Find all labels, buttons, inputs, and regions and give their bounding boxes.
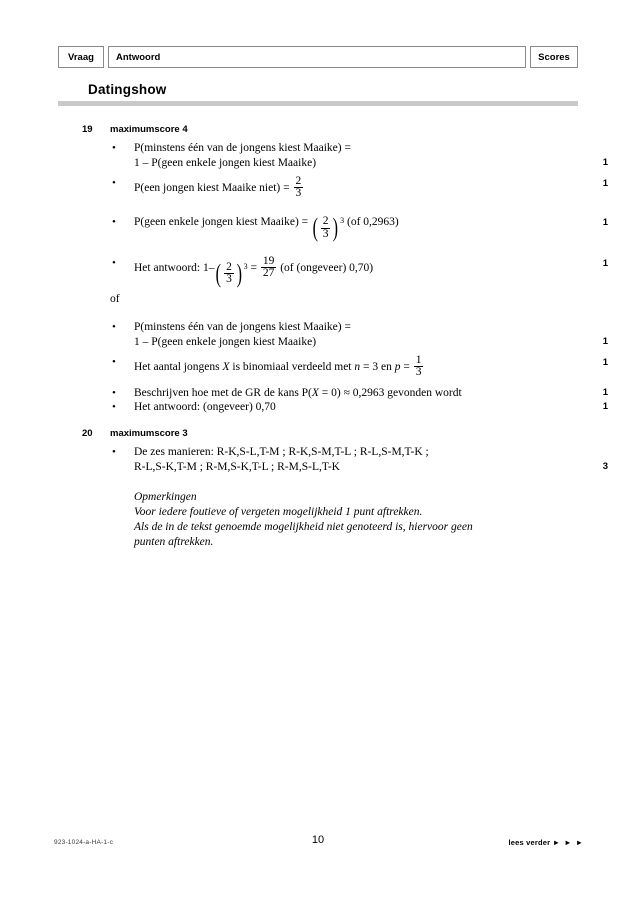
answer-text: P(een jongen kiest Maaike niet) = [134,181,290,194]
fraction-numerator: 1 [415,353,422,366]
answer-line [134,355,424,380]
left-paren: ( [312,213,319,243]
fraction-denominator: 3 [322,227,329,240]
bullet-icon: • [112,177,116,189]
fraction-numerator: 19 [262,254,275,267]
answer-line [134,254,374,289]
answer-line [134,176,304,201]
exponent: 3 [340,216,345,226]
score-value: 1 [602,336,608,347]
right-paren: ) [333,213,339,243]
right-paren: ) [236,259,242,289]
answer-line: P(minstens één van de jongens kiest Maaike) = [134,142,351,154]
fraction-inner [321,216,331,241]
question-maxscore-19: maximumscore 4 [110,124,188,135]
score-value: 1 [602,178,608,189]
score-value: 1 [602,217,608,228]
score-value: 1 [602,157,608,168]
answer-line [134,213,399,243]
section-title: Datingshow [88,82,167,97]
answer-lead: 1– [202,261,215,274]
bullet-icon: • [112,321,116,333]
answer-model-header [58,46,578,68]
fraction [223,262,235,287]
left-paren: ( [216,259,222,289]
footer-exam-code: 923-1024-a-HA-1-c [54,839,114,846]
question-number-19: 19 [82,124,93,135]
fraction-numerator: 2 [322,214,329,227]
answer-text-suffix: (of (ongeveer) 0,70) [280,261,374,274]
answer-text: = 3 en [360,360,395,373]
score-value: 3 [602,461,608,472]
bullet-icon: • [112,356,116,368]
score-value: 1 [602,258,608,269]
bullet-icon: • [112,401,116,413]
fraction-denominator: 27 [262,267,275,280]
math-variable-n: n [354,360,361,373]
footer-next-label: lees verder [508,838,551,847]
question-maxscore-20: maximumscore 3 [110,428,188,439]
score-value: 1 [602,401,608,412]
answer-line: Het antwoord: (ongeveer) 0,70 [134,401,276,413]
math-variable-x: X [222,360,230,373]
section-title-rule [58,101,578,106]
header-cell-scores [530,46,578,68]
bullet-icon: • [112,387,116,399]
answer-line [134,386,462,401]
parenthesized-fraction [214,259,248,289]
remarks-title: Opmerkingen [134,491,197,503]
equals-sign: = [250,261,257,274]
fraction [320,216,332,241]
question-number-20: 20 [82,428,93,439]
remarks-line: Voor iedere foutieve of vergeten mogelijkheid 1 punt aftrekken. [134,506,423,518]
parenthesized-fraction [311,213,345,243]
fraction [414,355,424,380]
fraction-numerator: 2 [226,260,232,273]
answer-text: is binomiaal verdeeld met [229,360,355,373]
fraction [294,176,304,201]
score-value: 1 [602,387,608,398]
fraction-denominator: 3 [295,187,302,200]
exponent: 3 [243,262,248,271]
answer-text: Het antwoord: [134,261,201,274]
answer-line: R-L,S-K,T-M ; R-M,S-K,T-L ; R-M,S-L,T-K [134,461,340,473]
answer-line: De zes manieren: R-K,S-L,T-M ; R-K,S-M,T-L ; R-L,S-M,T-K ; [134,446,429,458]
remarks-line: punten aftrekken. [134,536,214,548]
bullet-icon: • [112,446,116,458]
header-label-vraag: Vraag [68,51,94,63]
bullet-icon: • [112,257,116,269]
footer-page-number: 10 [311,834,325,846]
header-label-antwoord: Antwoord [116,51,161,63]
footer-next-page [508,838,584,847]
header-cell-vraag [58,46,104,68]
answer-text: Beschrijven hoe met de GR de kans P( [134,387,312,399]
header-cell-antwoord [108,46,526,68]
answer-line: 1 – P(geen enkele jongen kiest Maaike) [134,157,317,169]
fraction-numerator: 2 [295,174,302,187]
answer-line: P(minstens één van de jongens kiest Maaike) = [134,321,351,333]
answer-text: = 0) ≈ 0,2963 gevonden wordt [318,387,462,399]
answer-text: P(geen enkele jongen kiest Maaike) = [134,216,309,228]
fraction-result [261,256,277,281]
answer-line: 1 – P(geen enkele jongen kiest Maaike) [134,336,317,348]
bullet-icon: • [112,142,116,154]
fraction-denominator: 3 [226,273,232,286]
header-label-scores: Scores [538,51,570,63]
answer-text-suffix: (of 0,2963) [346,216,399,228]
score-value: 1 [602,357,608,368]
bullet-icon: • [112,216,116,228]
alternative-separator: of [110,293,120,305]
math-variable-p: p [394,360,401,373]
answer-text: Het aantal jongens [134,360,223,373]
remarks-line: Als de in de tekst genoemde mogelijkheid niet genoteerd is, hiervoor geen [134,521,473,533]
fraction-denominator: 3 [415,366,422,379]
fraction-inner [224,262,234,287]
math-variable-x: X [311,387,319,399]
triple-right-arrow-icon: ► ► ► [552,838,584,847]
answer-text: = [400,360,413,373]
